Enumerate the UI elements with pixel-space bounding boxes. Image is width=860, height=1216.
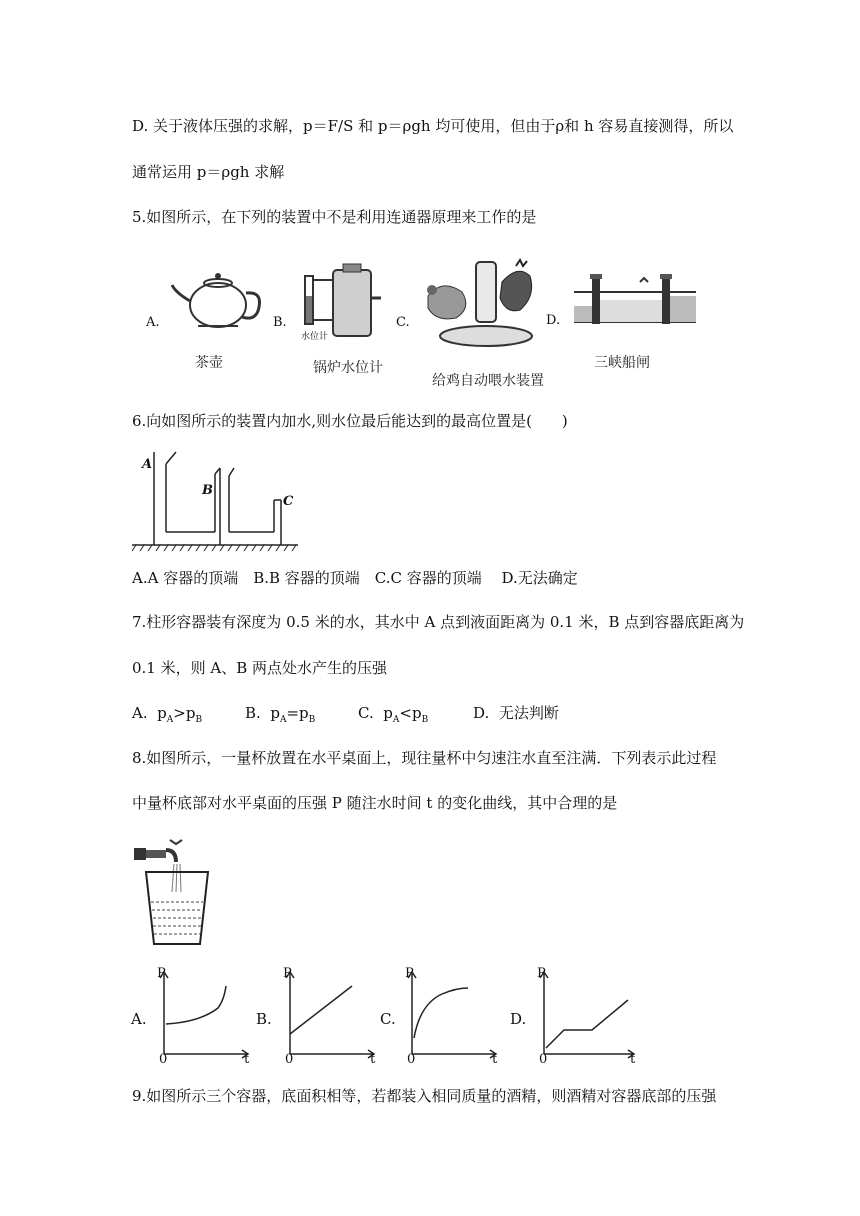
q8-line-1: 8.如图所示，一量杯放置在水平桌面上，现往量杯中匀速注水直至注满．下列表示此过程 bbox=[132, 749, 717, 767]
ship-lock-icon bbox=[570, 270, 700, 330]
teapot-icon bbox=[168, 263, 268, 333]
q5-caption-c: 给鸡自动喂水装置 bbox=[432, 373, 544, 389]
q7-line-1: 7.柱形容器装有深度为 0.5 米的水，其水中 A 点到液面距离为 0.1 米，B 点到容器底距离为 bbox=[132, 613, 745, 631]
q8-graph-b-axis-y: P bbox=[283, 966, 292, 981]
q5-option-a-letter: A. bbox=[146, 315, 160, 330]
q5-caption-a: 茶壶 bbox=[195, 355, 223, 371]
q8-graph-c-axis-y: P bbox=[405, 966, 414, 981]
q6-options: A.A 容器的顶端 B.B 容器的顶端 C.C 容器的顶端 D.无法确定 bbox=[132, 569, 578, 587]
q7-option-d: D. 无法判断 bbox=[473, 704, 559, 722]
q7-line-2: 0.1 米，则 A、B 两点处水产生的压强 bbox=[132, 659, 388, 677]
q5-caption-b: 锅炉水位计 bbox=[313, 360, 383, 376]
q4-line-2: 通常运用 p＝ρgh 求解 bbox=[132, 163, 285, 181]
q8-graph-c-origin: 0 bbox=[407, 1052, 416, 1067]
q8-graph-d-axis-y: P bbox=[537, 966, 546, 981]
q5-option-d-letter: D. bbox=[546, 313, 561, 328]
q8-line-2: 中量杯底部对水平桌面的压强 P 随注水时间 t 的变化曲线，其中合理的是 bbox=[132, 794, 618, 812]
q7-option-b: B. $p_A=p_B$ bbox=[245, 704, 316, 725]
q5-caption-d: 三峡船闸 bbox=[594, 355, 650, 371]
q5-option-b-letter: B. bbox=[273, 315, 287, 330]
q7-option-c: C. $p_A<p_B$ bbox=[358, 704, 429, 725]
q8-graph-c-letter: C. bbox=[380, 1010, 396, 1028]
q5-gauge-label: 水位计 bbox=[301, 332, 329, 342]
q6-label-a: A bbox=[142, 457, 153, 472]
q8-graph-d-letter: D. bbox=[510, 1010, 527, 1028]
q8-graph-b-letter: B. bbox=[256, 1010, 272, 1028]
measuring-cup-with-tap-icon bbox=[128, 836, 224, 950]
q8-graph-a-origin: 0 bbox=[159, 1052, 168, 1067]
q6-connected-containers-diagram bbox=[128, 448, 308, 553]
q4-line-1: D. 关于液体压强的求解，p＝F/S 和 p＝ρgh 均可使用，但由于ρ和 h 容易直接测得，所以 bbox=[132, 117, 734, 135]
q6-stem: 6.向如图所示的装置内加水,则水位最后能达到的最高位置是( ) bbox=[132, 412, 568, 430]
q9-line-1: 9.如图所示三个容器，底面积相等，若都装入相同质量的酒精，则酒精对容器底部的压强 bbox=[132, 1087, 717, 1105]
q8-graph-c-axis-x: t bbox=[492, 1052, 498, 1067]
q5-option-c-letter: C. bbox=[396, 315, 410, 330]
q6-label-c: C bbox=[283, 494, 294, 509]
q5-stem: 5.如图所示，在下列的装置中不是利用连通器原理来工作的是 bbox=[132, 208, 537, 226]
q8-graph-d-origin: 0 bbox=[539, 1052, 548, 1067]
q6-label-b: B bbox=[202, 483, 213, 498]
chicken-feeder-icon bbox=[420, 256, 540, 351]
q8-graph-d-axis-x: t bbox=[630, 1052, 636, 1067]
q8-graph-a-letter: A. bbox=[131, 1010, 147, 1028]
q7-option-a: A. $p_A>p_B$ bbox=[132, 704, 203, 725]
q8-graph-a-axis-x: t bbox=[244, 1052, 250, 1067]
q8-graph-b-origin: 0 bbox=[285, 1052, 294, 1067]
q8-graph-a-axis-y: P bbox=[157, 966, 166, 981]
q8-graph-b-axis-x: t bbox=[370, 1052, 376, 1067]
